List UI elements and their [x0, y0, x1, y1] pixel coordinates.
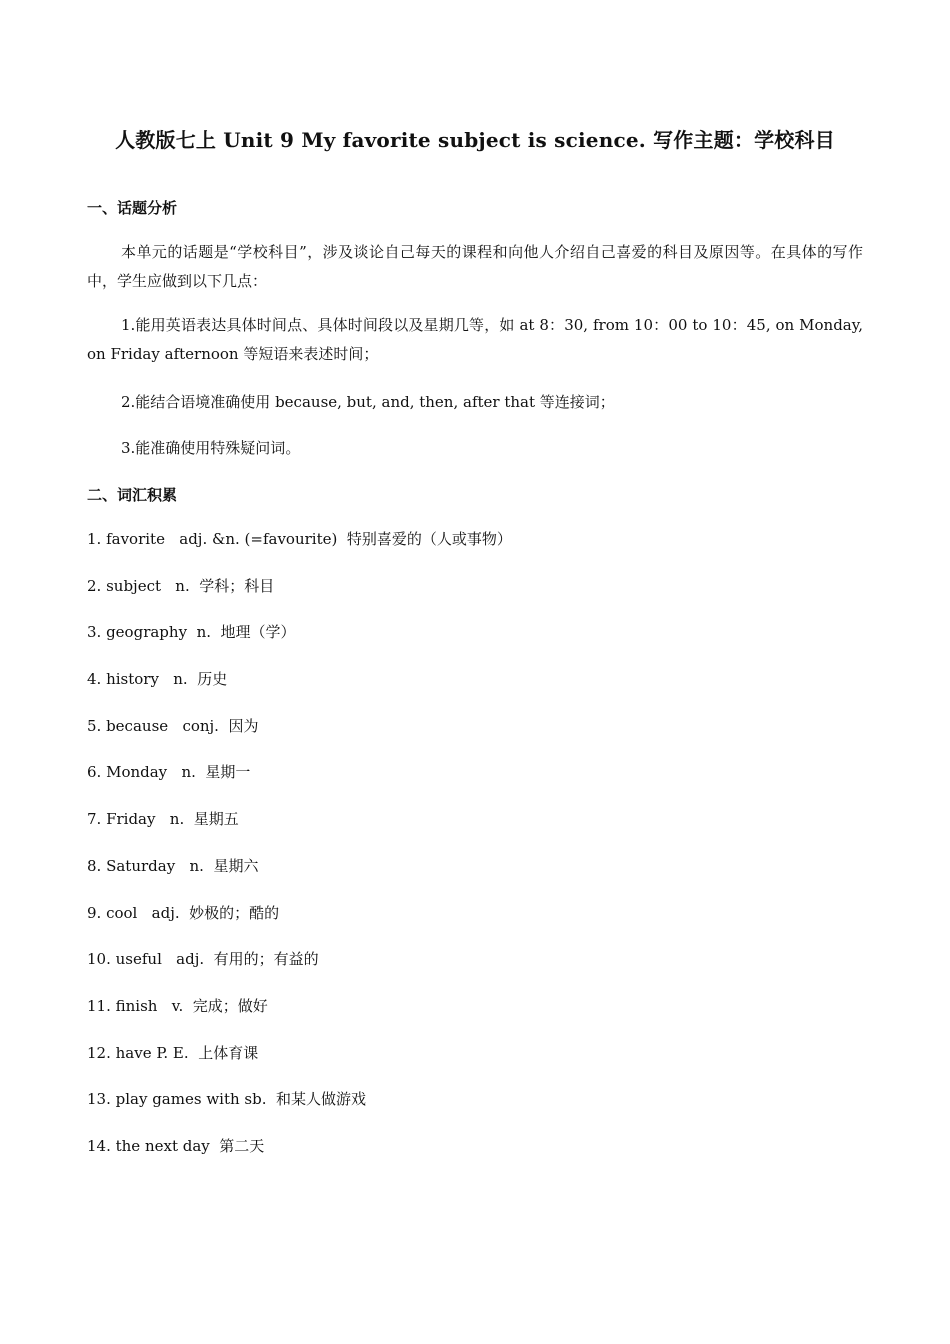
- section-heading-topic-analysis: 一、话题分析: [87, 199, 178, 217]
- vocab-item-favorite: 1. favorite adj. &n. (=favourite) 特别喜爱的（人或事物）: [87, 530, 512, 548]
- topic-point-2: 2.能结合语境准确使用 because, but, and, then, after that 等连接词；: [121, 393, 615, 411]
- document-title: 人教版七上 Unit 9 My favorite subject is science. 写作主题：学校科目: [115, 128, 835, 152]
- vocab-item-saturday: 8. Saturday n. 星期六: [87, 856, 259, 875]
- vocab-item-friday: 7. Friday n. 星期五: [87, 810, 239, 829]
- vocab-item-play-games: 13. play games with sb. 和某人做游戏: [87, 1090, 367, 1109]
- vocab-item-because: 5. because conj. 因为: [87, 716, 259, 735]
- vocab-item-finish: 11. finish v. 完成；做好: [87, 996, 268, 1015]
- vocab-item-useful: 10. useful adj. 有用的；有益的: [87, 950, 319, 969]
- vocab-item-geography: 3. geography n. 地理（学）: [87, 623, 296, 642]
- topic-point-3: 3.能准确使用特殊疑问词。: [121, 439, 301, 457]
- vocab-item-have-pe: 12. have P. E. 上体育课: [87, 1043, 259, 1062]
- vocab-item-history: 4. history n. 历史: [87, 670, 228, 689]
- topic-point-1: 1.能用英语表达具体时间点、具体时间段以及星期几等，如 at 8：30, from 10：00 to 10：45, on Monday, on Friday afternoon 等短语来表述时间；: [87, 316, 863, 363]
- vocab-item-monday: 6. Monday n. 星期一: [87, 763, 251, 782]
- vocabulary-list: [87, 528, 863, 1182]
- topic-intro-paragraph: 本单元的话题是“学校科目”，涉及谈论自己每天的课程和向他人介绍自己喜爱的科目及原因等。在具体的写作中，学生应做到以下几点：: [87, 243, 863, 290]
- vocab-item-next-day: 14. the next day 第二天: [87, 1136, 265, 1155]
- section-heading-vocabulary: 二、词汇积累: [87, 486, 178, 504]
- vocab-item-cool: 9. cool adj. 妙极的；酷的: [87, 903, 280, 922]
- vocab-item-subject: 2. subject n. 学科；科目: [87, 576, 275, 595]
